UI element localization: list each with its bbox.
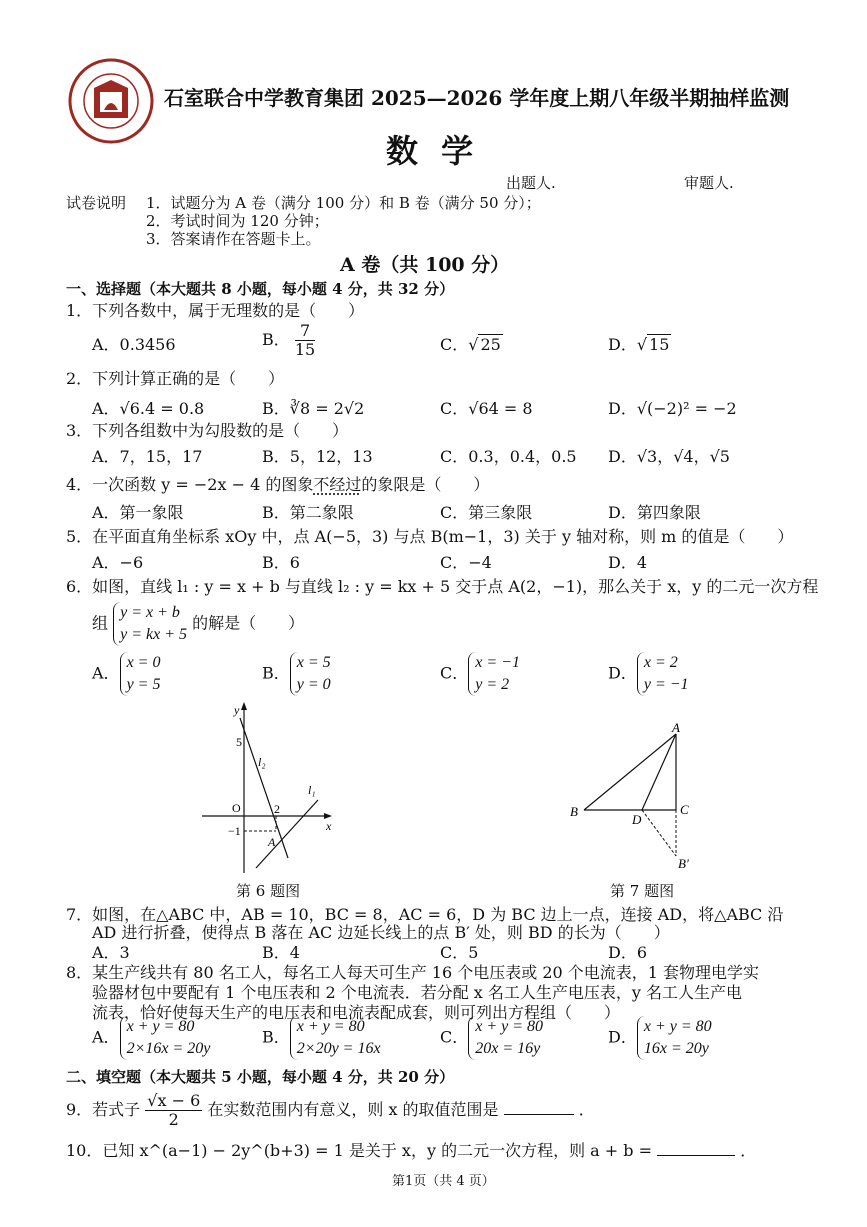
q6-option-d: D．x = 2 y = −1 [608, 652, 689, 696]
q7-option-d: D．6 [608, 943, 648, 962]
fig6-caption: 第 6 题图 [236, 882, 301, 900]
q6-option-c: C．x = −1 y = 2 [440, 652, 520, 696]
q3-option-b: B．5，12，13 [262, 447, 373, 466]
fig7-caption: 第 7 题图 [610, 882, 675, 900]
q1-option-b: B． $\frac{7}{15}$ [262, 321, 316, 359]
q8-option-a: A．x + y = 80 2×16x = 20y [92, 1016, 210, 1060]
subject-title: 数 学 [386, 132, 480, 170]
q5-option-d: D．4 [608, 553, 648, 572]
instruction-1: 1．试题分为 A 卷（满分 100 分）和 B 卷（满分 50 分）； [146, 194, 541, 212]
fig7-label-a: A [672, 722, 680, 735]
school-logo [68, 58, 154, 144]
reviewer-label: 审题人. [684, 174, 734, 192]
q3-option-c: C．0.3，0.4，0.5 [440, 447, 577, 466]
q5-option-a: A．−6 [92, 553, 144, 572]
instructions-label: 试卷说明 [66, 194, 127, 212]
page-footer: 第1页（共 4 页） [392, 1174, 495, 1189]
fig6-label-y: y [234, 703, 240, 717]
q6-stem-line2: 组 y = x + b y = kx + 5 的解是（ ） [92, 602, 304, 646]
q6-option-b: B．x = 5 y = 0 [262, 652, 331, 696]
q8-line1: 8．某生产线共有 80 名工人，每名工人每天可生产 16 个电压表或 20 个电流表，1 套物理电学实 [66, 963, 760, 982]
q7-option-b: B．4 [262, 943, 300, 962]
q8-option-b: B．x + y = 80 2×20y = 16x [262, 1016, 381, 1060]
q8-line2: 验器材包中要配有 1 个电压表和 2 个电流表．若分配 x 名工人生产电压表，y 名工人生产电 [92, 983, 743, 1002]
fig7-label-bp: B′ [678, 856, 689, 871]
section-a-title: A 卷（共 100 分） [340, 254, 510, 276]
q4-stem: 4．一次函数 y = −2x − 4 的图象不经过的象限是（ ） [66, 475, 490, 494]
q3-option-a: A．7，15，17 [92, 447, 203, 466]
q5-stem: 5．在平面直角坐标系 xOy 中，点 A(−5，3) 与点 B(m−1，3) 关于 y 轴对称，则 m 的值是（ ） [66, 527, 794, 546]
q2-option-d: D．√(−2)² = −2 [608, 399, 737, 418]
q7-option-c: C．5 [440, 943, 479, 962]
q4-option-d: D．第四象限 [608, 503, 701, 522]
q1-option-d: D．√ 15 [608, 335, 670, 354]
q7-line2: AD 进行折叠，使得点 B 落在 AC 边延长线上的点 B′ 处，则 BD 的长为（ ） [92, 923, 670, 942]
q6-option-a: A．x = 0 y = 5 [92, 652, 160, 696]
q10-answer-blank [657, 1141, 735, 1156]
q3-option-d: D．√3，√4，√5 [608, 447, 730, 466]
q2-option-c: C．√64 = 8 [440, 399, 533, 418]
q10: 10．已知 x^(a−1) − 2y^(b+3) = 1 是关于 x，y 的二元一次方程，则 a + b = ． [66, 1141, 757, 1160]
fig7-label-b: B [570, 804, 578, 819]
q5-option-c: C．−4 [440, 553, 492, 572]
fig6-label-x: x [326, 819, 332, 833]
instruction-2: 2．考试时间为 120 分钟； [146, 212, 329, 230]
q1-option-a: A．0.3456 [92, 335, 176, 354]
q8-option-d: D．x + y = 80 16x = 20y [608, 1016, 712, 1060]
q9: 9．若式子 $\frac{√x - 6}{2}$ 在实数范围内有意义，则 x 的取值范围是 ． [66, 1091, 595, 1129]
q5-option-b: B．6 [262, 553, 300, 572]
q8-option-c: C．x + y = 80 20x = 16y [440, 1016, 543, 1060]
fig7-dash-dbp [642, 810, 676, 856]
q1-option-c: C．√ 25 [440, 335, 501, 354]
q2-option-a: A．√6.4 = 0.8 [92, 399, 205, 418]
q6-stem: 6．如图，直线 l₁ : y = x + b 与直线 l₂ : y = kx + 5 交于点 A(2，−1)，那么关于 x，y 的二元一次方程 [66, 577, 819, 596]
q1-stem: 1．下列各数中，属于无理数的是（ ） [66, 301, 365, 320]
q4-option-a: A．第一象限 [92, 503, 184, 522]
q2-option-b: B．∛8 = 2√2 [262, 399, 365, 418]
q7-option-a: A．3 [92, 943, 130, 962]
fig6-label-l1: l₁ [308, 783, 316, 797]
q8-line3: 流表，恰好使每天生产的电压表和电流表配成套，则可列出方程组（ ） [92, 1003, 621, 1022]
q3-stem: 3．下列各组数中为勾股数的是（ ） [66, 421, 349, 440]
fig6-label-o: O [232, 801, 241, 815]
figure-6 [198, 698, 348, 878]
instruction-3: 3．答案请作在答题卡上。 [146, 230, 321, 248]
fig7-label-c: C [680, 802, 689, 817]
q9-answer-blank [504, 1100, 574, 1115]
fig6-label-a: A [268, 835, 276, 849]
fig7-side-ab [584, 734, 676, 810]
q4-option-c: C．第三象限 [440, 503, 533, 522]
fig6-line-l1 [256, 800, 318, 868]
fig6-label-5: 5 [236, 735, 242, 749]
fig7-label-d: D [632, 812, 642, 827]
q2-stem: 2．下列计算正确的是（ ） [66, 369, 285, 388]
q7-line1: 7．如图，在△ABC 中，AB = 10，BC = 8，AC = 6，D 为 BC 边上一点，连接 AD，将△ABC 沿 [66, 905, 784, 924]
fig6-line-l2 [240, 718, 288, 858]
fig6-label-neg1: −1 [228, 824, 241, 838]
figure-7 [566, 722, 706, 872]
fig6-label-2: 2 [274, 802, 280, 816]
q4-option-b: B．第二象限 [262, 503, 354, 522]
part2-title: 二、填空题（本大题共 5 小题，每小题 4 分，共 20 分） [66, 1068, 455, 1086]
fig6-label-l2: l₂ [258, 755, 266, 769]
part1-title: 一、选择题（本大题共 8 小题，每小题 4 分，共 32 分） [66, 280, 455, 298]
fig7-segment-ad [642, 734, 676, 810]
setter-label: 出题人. [506, 174, 556, 192]
exam-title: 石室联合中学教育集团 2025—2026 学年度上期八年级半期抽样监测 [164, 86, 790, 110]
